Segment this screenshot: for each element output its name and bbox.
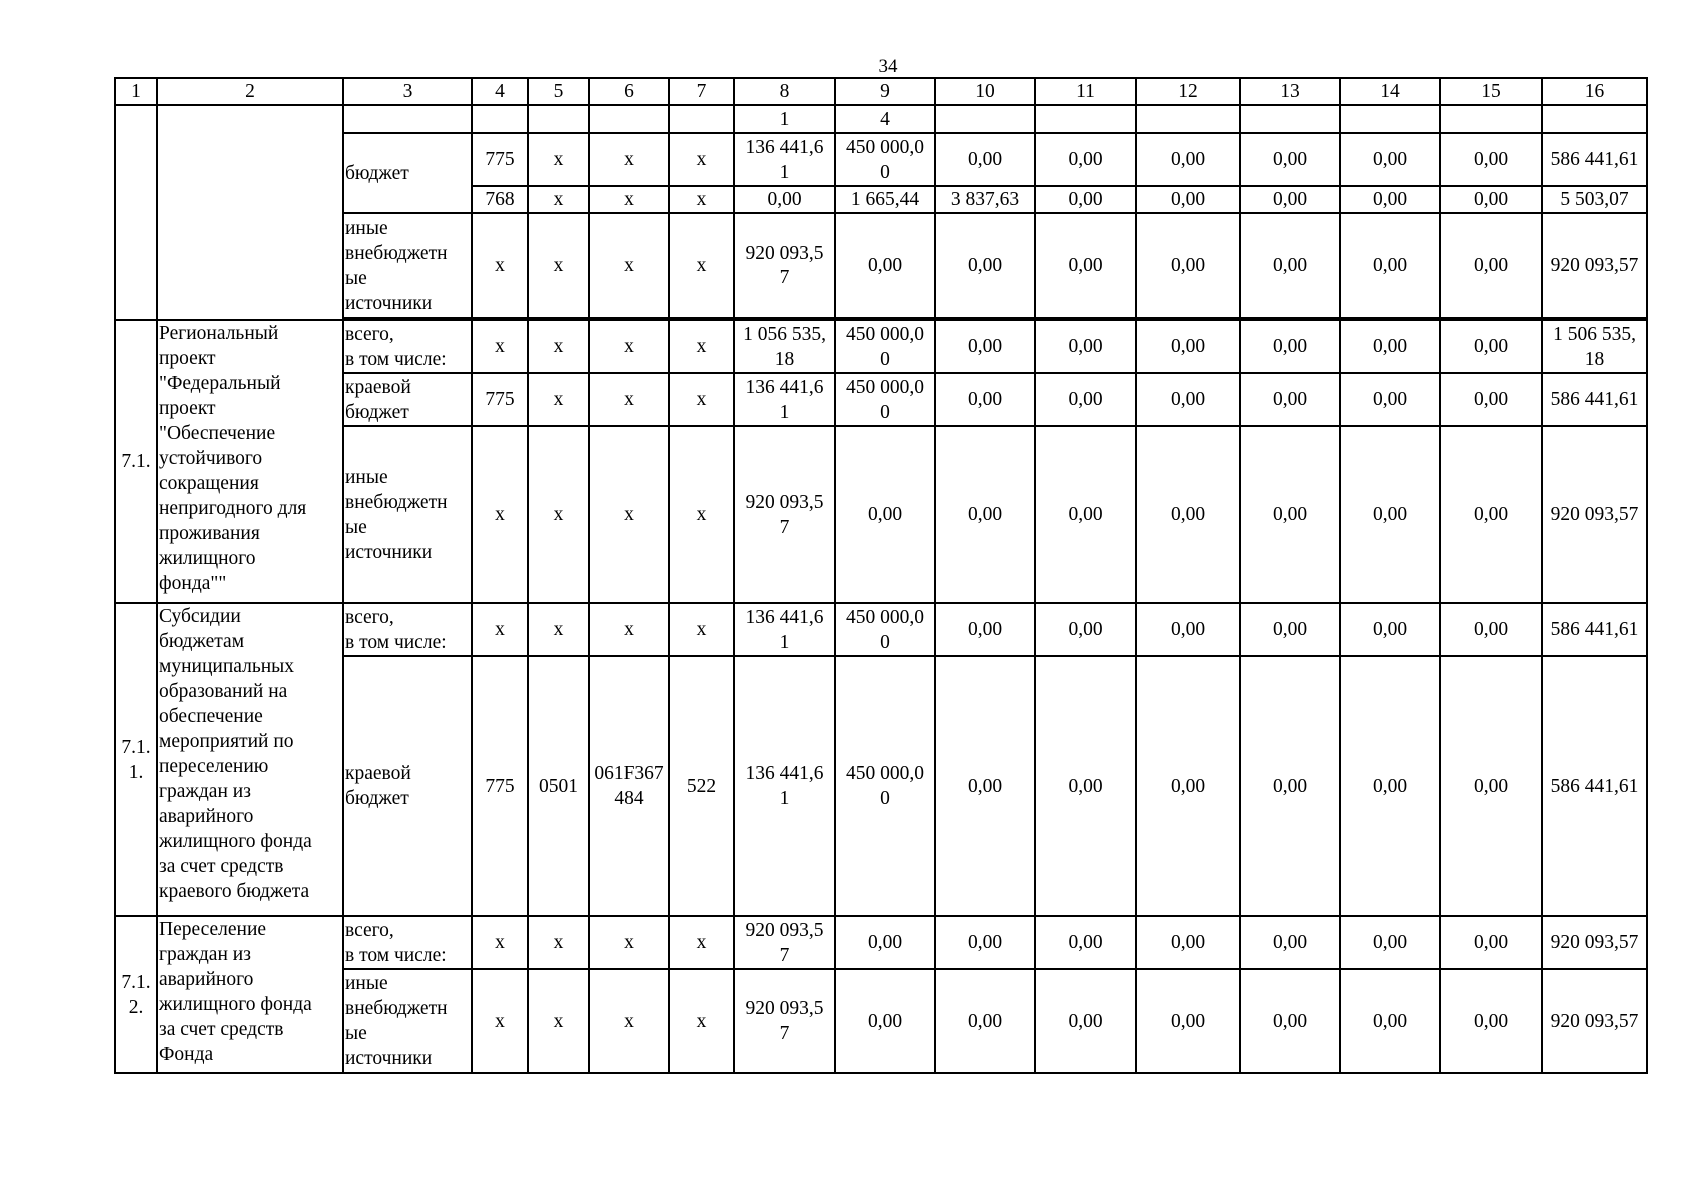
- table-cell: 920 093,5 7: [734, 916, 835, 969]
- table-cell: 0,00: [1240, 969, 1340, 1073]
- table-cell: [669, 105, 734, 133]
- table-cell: 0,00: [1136, 603, 1240, 656]
- table-row: [115, 969, 1647, 1073]
- table-cell: [1035, 105, 1136, 133]
- table-cell: 0,00: [1340, 426, 1440, 603]
- table-cell: x: [669, 603, 734, 656]
- table-cell: 5 503,07: [1542, 186, 1647, 213]
- table-cell: 0,00: [835, 213, 935, 318]
- table-row: [115, 133, 1647, 186]
- table-cell: x: [589, 373, 669, 426]
- table-cell: 0,00: [1240, 373, 1340, 426]
- table-cell: 0,00: [1136, 213, 1240, 318]
- table-cell: 450 000,0 0: [835, 373, 935, 426]
- table-cell: 0501: [528, 656, 589, 916]
- cell-source: иные внебюджетн ые источники: [343, 969, 472, 1073]
- table-cell: x: [589, 916, 669, 969]
- cell-number: 7.1.: [115, 320, 157, 603]
- table-cell: x: [528, 186, 589, 213]
- column-number: 9: [835, 78, 935, 105]
- table-cell: 0,00: [1340, 186, 1440, 213]
- table-cell: 768: [472, 186, 528, 213]
- table-cell: 0,00: [1340, 320, 1440, 373]
- table-cell: x: [589, 133, 669, 186]
- table-cell: x: [472, 969, 528, 1073]
- table-cell: 0,00: [1340, 213, 1440, 318]
- table-cell: 136 441,6 1: [734, 656, 835, 916]
- table-cell: 0,00: [1240, 213, 1340, 318]
- table-cell: 0,00: [1440, 969, 1542, 1073]
- table-cell: x: [528, 373, 589, 426]
- table-cell: 3 837,63: [935, 186, 1035, 213]
- table-cell: 0,00: [1136, 969, 1240, 1073]
- table-cell: x: [669, 426, 734, 603]
- table-cell: 0,00: [1240, 320, 1340, 373]
- table-cell: 0,00: [1340, 133, 1440, 186]
- table-row: [115, 656, 1647, 916]
- table-cell: 0,00: [734, 186, 835, 213]
- column-number: 14: [1340, 78, 1440, 105]
- table-cell: 0,00: [1035, 426, 1136, 603]
- table-cell: 0,00: [1035, 373, 1136, 426]
- table-cell: x: [589, 320, 669, 373]
- table-row: [115, 916, 1647, 969]
- continuation-row: [115, 105, 1647, 133]
- table-cell: 0,00: [935, 656, 1035, 916]
- cell-name: Региональный проект "Федеральный проект "Обеспечение устойчивого сокращения непригодного для проживания жилищного фонда"": [157, 320, 343, 603]
- column-number: 10: [935, 78, 1035, 105]
- table-cell: x: [528, 916, 589, 969]
- table-cell: 0,00: [835, 426, 935, 603]
- table-cell: x: [589, 186, 669, 213]
- table-cell: 0,00: [935, 603, 1035, 656]
- table-cell: x: [589, 969, 669, 1073]
- table-cell: 450 000,0 0: [835, 603, 935, 656]
- table-cell: x: [528, 133, 589, 186]
- table-cell: 775: [472, 373, 528, 426]
- table-cell: x: [669, 133, 734, 186]
- table-cell: 0,00: [1340, 656, 1440, 916]
- cell-source: [343, 105, 472, 133]
- cell-number: [115, 105, 157, 320]
- table-cell: 920 093,57: [1542, 969, 1647, 1073]
- page-number: 34: [878, 56, 898, 77]
- table-cell: 0,00: [1240, 133, 1340, 186]
- table-cell: x: [669, 916, 734, 969]
- cell-name: Субсидии бюджетам муниципальных образований на обеспечение мероприятий по переселению граждан из аварийного жилищного фонда за счет средств краевого бюджета: [157, 603, 343, 916]
- column-number: 12: [1136, 78, 1240, 105]
- table-cell: 0,00: [935, 426, 1035, 603]
- table-cell: x: [669, 213, 734, 318]
- table-row: [115, 320, 1647, 373]
- column-number: 13: [1240, 78, 1340, 105]
- table-cell: 1 506 535, 18: [1542, 320, 1647, 373]
- table-cell: x: [528, 320, 589, 373]
- cell-source: краевой бюджет: [343, 373, 472, 426]
- table-cell: 061F367 484: [589, 656, 669, 916]
- table-cell: 0,00: [1440, 186, 1542, 213]
- table-cell: 522: [669, 656, 734, 916]
- table-cell: 450 000,0 0: [835, 320, 935, 373]
- table-cell: 1 665,44: [835, 186, 935, 213]
- column-number: 1: [115, 78, 157, 105]
- column-number: 2: [157, 78, 343, 105]
- table-cell: 0,00: [1136, 186, 1240, 213]
- column-number: 11: [1035, 78, 1136, 105]
- table-cell: 0,00: [935, 916, 1035, 969]
- table-cell: x: [472, 603, 528, 656]
- table-row: [115, 603, 1647, 656]
- table-cell: 1: [734, 105, 835, 133]
- column-number: 15: [1440, 78, 1542, 105]
- table-cell: 0,00: [935, 969, 1035, 1073]
- table-cell: 0,00: [1440, 916, 1542, 969]
- column-number: 5: [528, 78, 589, 105]
- table-cell: [1440, 105, 1542, 133]
- table-cell: 586 441,61: [1542, 656, 1647, 916]
- table-cell: 775: [472, 133, 528, 186]
- table-cell: 0,00: [1440, 213, 1542, 318]
- table-cell: 586 441,61: [1542, 133, 1647, 186]
- table-cell: 0,00: [1136, 133, 1240, 186]
- table-cell: 0,00: [1240, 603, 1340, 656]
- table-cell: 0,00: [935, 320, 1035, 373]
- table-cell: 920 093,5 7: [734, 969, 835, 1073]
- table-cell: x: [669, 186, 734, 213]
- table-cell: 0,00: [1035, 186, 1136, 213]
- table-cell: 136 441,6 1: [734, 603, 835, 656]
- table-cell: 0,00: [1340, 373, 1440, 426]
- table-cell: 775: [472, 656, 528, 916]
- budget-table: [114, 77, 1648, 1074]
- table-cell: x: [528, 426, 589, 603]
- table-cell: [472, 105, 528, 133]
- table-cell: [935, 105, 1035, 133]
- table-cell: 0,00: [1035, 603, 1136, 656]
- table-cell: 586 441,61: [1542, 603, 1647, 656]
- table-cell: [528, 105, 589, 133]
- table-cell: 0,00: [1136, 373, 1240, 426]
- table-cell: 920 093,57: [1542, 426, 1647, 603]
- table-cell: 0,00: [1136, 916, 1240, 969]
- table-cell: 0,00: [1035, 213, 1136, 318]
- table-cell: 0,00: [1440, 656, 1542, 916]
- table-cell: 0,00: [1136, 320, 1240, 373]
- table-cell: 0,00: [935, 213, 1035, 318]
- cell-source: всего, в том числе:: [343, 320, 472, 373]
- table-cell: x: [589, 603, 669, 656]
- table-cell: 0,00: [1440, 603, 1542, 656]
- table-cell: 0,00: [1035, 656, 1136, 916]
- table-cell: x: [669, 969, 734, 1073]
- table-cell: 0,00: [1136, 426, 1240, 603]
- table-cell: 0,00: [1035, 133, 1136, 186]
- table-cell: 450 000,0 0: [835, 656, 935, 916]
- table-cell: 0,00: [1240, 186, 1340, 213]
- table-cell: 0,00: [1440, 373, 1542, 426]
- table-cell: 1 056 535, 18: [734, 320, 835, 373]
- table-cell: 0,00: [1240, 916, 1340, 969]
- table-cell: 920 093,57: [1542, 916, 1647, 969]
- cell-source: иные внебюджетн ые источники: [343, 426, 472, 603]
- table-cell: 586 441,61: [1542, 373, 1647, 426]
- table-cell: [1240, 105, 1340, 133]
- table-cell: 0,00: [1340, 969, 1440, 1073]
- table-cell: [1340, 105, 1440, 133]
- column-number-row: [115, 78, 1647, 105]
- table-cell: 0,00: [835, 916, 935, 969]
- table-cell: 0,00: [1440, 320, 1542, 373]
- cell-source: всего, в том числе:: [343, 603, 472, 656]
- table-cell: x: [472, 426, 528, 603]
- table-cell: x: [528, 603, 589, 656]
- table-cell: [589, 105, 669, 133]
- table-cell: 0,00: [1035, 969, 1136, 1073]
- table-cell: x: [472, 213, 528, 318]
- table-cell: 0,00: [1340, 916, 1440, 969]
- table-row: [115, 373, 1647, 426]
- table-cell: 0,00: [1136, 656, 1240, 916]
- table-cell: 0,00: [835, 969, 935, 1073]
- cell-name: Переселение граждан из аварийного жилищного фонда за счет средств Фонда: [157, 916, 343, 1073]
- column-number: 7: [669, 78, 734, 105]
- table-cell: 0,00: [1440, 133, 1542, 186]
- table-cell: 136 441,6 1: [734, 133, 835, 186]
- column-number: 3: [343, 78, 472, 105]
- table-cell: x: [472, 320, 528, 373]
- table-cell: x: [472, 916, 528, 969]
- table-cell: [1136, 105, 1240, 133]
- table-cell: 450 000,0 0: [835, 133, 935, 186]
- table-cell: x: [528, 213, 589, 318]
- table-cell: x: [589, 426, 669, 603]
- table-row: [115, 213, 1647, 318]
- cell-source: краевой бюджет: [343, 656, 472, 916]
- column-number: 4: [472, 78, 528, 105]
- table-cell: 0,00: [1035, 916, 1136, 969]
- table-cell: 0,00: [1240, 426, 1340, 603]
- table-cell: x: [669, 320, 734, 373]
- table-cell: 0,00: [935, 373, 1035, 426]
- cell-number: 7.1. 1.: [115, 603, 157, 916]
- table-cell: 0,00: [1340, 603, 1440, 656]
- table-cell: 0,00: [1035, 320, 1136, 373]
- table-cell: 0,00: [1240, 656, 1340, 916]
- column-number: 8: [734, 78, 835, 105]
- table-cell: 0,00: [1440, 426, 1542, 603]
- table-cell: 136 441,6 1: [734, 373, 835, 426]
- cell-source: бюджет: [343, 133, 472, 213]
- cell-name: [157, 105, 343, 320]
- table-cell: 4: [835, 105, 935, 133]
- table-cell: x: [528, 969, 589, 1073]
- table-cell: 920 093,5 7: [734, 426, 835, 603]
- table-row: [115, 426, 1647, 603]
- table-cell: [1542, 105, 1647, 133]
- table-cell: x: [669, 373, 734, 426]
- column-number: 6: [589, 78, 669, 105]
- cell-number: 7.1. 2.: [115, 916, 157, 1073]
- table-cell: x: [589, 213, 669, 318]
- column-number: 16: [1542, 78, 1647, 105]
- cell-source: иные внебюджетн ые источники: [343, 213, 472, 318]
- table-cell: 0,00: [935, 133, 1035, 186]
- table-cell: 920 093,5 7: [734, 213, 835, 318]
- cell-source: всего, в том числе:: [343, 916, 472, 969]
- table-cell: 920 093,57: [1542, 213, 1647, 318]
